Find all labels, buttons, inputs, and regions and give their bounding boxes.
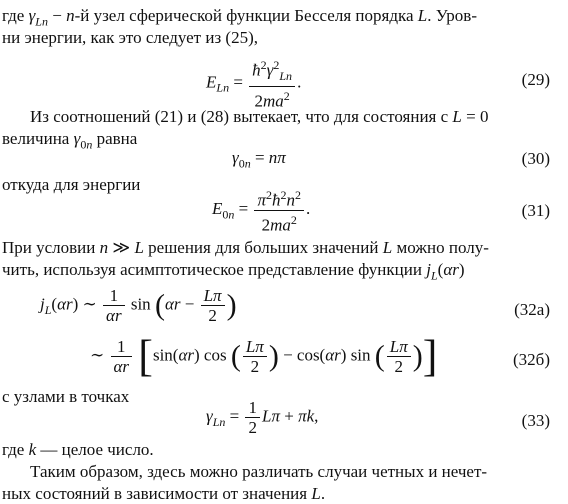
equation-32a-number: (32a) xyxy=(514,300,550,319)
text-line-5: откуда для энергии xyxy=(2,175,141,194)
equation-32b: ∼ $\frac{1}{\alpha r}$ [sin(αr) cos ( $\frac{L\pi}{2}$ ) − cos(αr) sin ( $\frac{L\pi}{2}$ )] xyxy=(90,331,438,381)
equation-33-number: (33) xyxy=(521,411,550,430)
equation-30: $\gamma_{0n} = n\pi$ xyxy=(232,148,286,171)
equation-31-number: (31) xyxy=(521,201,550,220)
text-line-2: ни энергии, как это следует из (25), xyxy=(2,28,258,47)
text-line-11: ных состояний в зависимости от значения L. xyxy=(2,484,326,503)
text-line-7: чить, используя асимптотическое представление функции $j_L(\alpha r)$ xyxy=(2,260,465,283)
text-line-10: Таким образом, здесь можно различать случаи четных и нечет- xyxy=(30,462,488,481)
equation-32b-number: (32б) xyxy=(513,350,550,369)
equation-29: $E_{Ln}$ = $\frac{ħ^2\gamma^2_{Ln}}{2ma^2}$ . xyxy=(206,58,302,111)
text-line-8: с узлами в точках xyxy=(2,387,130,406)
equation-33: $\gamma_{Ln}$ = $\frac{1}{2}$ Lπ + πk, xyxy=(206,398,319,437)
text-line-3: Из соотношений (21) и (28) вытекает, что для состояния с L = 0 xyxy=(30,107,489,126)
equation-31: $E_{0n}$ = $\frac{\pi^2ħ^2n^2}{2ma^2}$ . xyxy=(212,188,311,235)
equation-29-number: (29) xyxy=(521,70,550,89)
text-line-6: При условии n ≫ L решения для больших значений L можно полу- xyxy=(2,238,489,257)
equation-30-number: (30) xyxy=(521,149,550,168)
text-line-1: где $\gamma_{Ln} - n-й$ узел сферической функции Бесселя порядка L. Уров- xyxy=(2,6,477,29)
text-line-4: величина $\gamma_{0n}$ равна xyxy=(2,129,138,152)
equation-32a: $j_L(\alpha r)$ ∼ $\frac{1}{\alpha r}$ sin (αr − $\frac{L\pi}{2}$ ) xyxy=(40,286,237,325)
text-line-9: где k — целое число. xyxy=(2,440,154,459)
